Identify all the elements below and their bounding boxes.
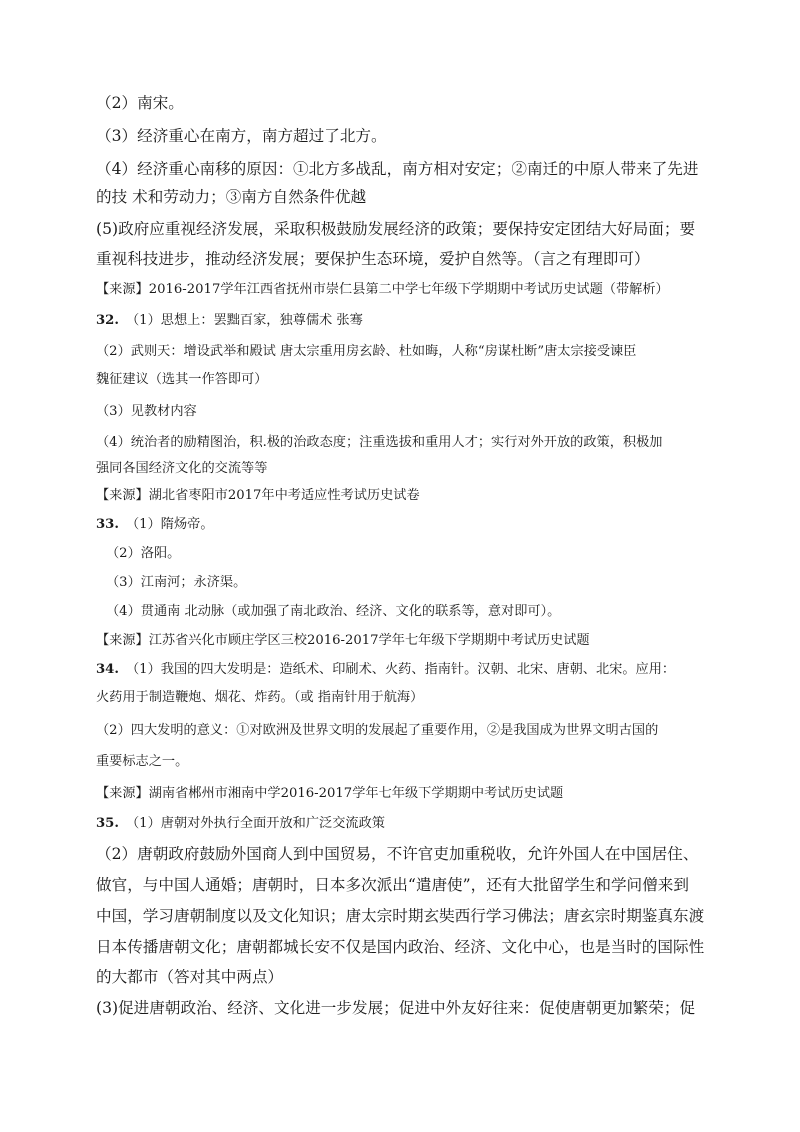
answer-line: 强同各国经济文化的交流等等 [96, 461, 268, 476]
source-line: 【来源】湖北省枣阳市2017年中考适应性考试历史试卷 [96, 488, 420, 503]
source-line: 【来源】2016-2017学年江西省抚州市崇仁县第二中学七年级下学期期中考试历史试题（带解析） [96, 282, 669, 297]
answer-line: （1）隋炀帝。 [126, 517, 214, 532]
answer-line: （4）经济重心南移的原因：①北方多战乱，南方相对安定；②南迁的中原人带来了先进 [96, 160, 699, 178]
answer-line: 中国，学习唐朝制度以及文化知识；唐太宗时期玄奘西行学习佛法；唐玄宗时期鉴真东渡 [96, 907, 705, 925]
answer-line: （2）南宋。 [96, 94, 184, 112]
answer-line: （2）唐朝政府鼓励外国商人到中国贸易，不许官吏加重税收，允许外国人在中国居住、 [96, 845, 699, 863]
source-line: 【来源】江苏省兴化市顾庄学区三校2016-2017学年七年级下学期期中考试历史试题 [96, 633, 590, 648]
answer-line: 魏征建议（选其一作答即可） [96, 372, 268, 387]
source-line: 【来源】湖南省郴州市湘南中学2016-2017学年七年级下学期期中考试历史试题 [96, 786, 564, 801]
question-number: 32. [96, 313, 119, 328]
answer-line: （1）唐朝对外执行全面开放和广泛交流政策 [126, 816, 385, 831]
answer-line: （3）见教材内容 [96, 404, 197, 419]
answer-line: （3）江南河；永济渠。 [106, 575, 247, 590]
answer-line: 日本传播唐朝文化；唐朝都城长安不仅是国内政治、经济、文化中心，也是当时的国际性 [96, 938, 705, 956]
answer-line: （2）武则天：增设武举和殿试 唐太宗重用房玄龄、杜如晦，人称“房谋杜断”唐太宗接受谏臣 [96, 344, 637, 359]
answer-line: （1）思想上：罢黜百家，独尊儒术 张骞 [126, 313, 363, 328]
question-number: 35. [96, 816, 119, 831]
answer-line: （4）统治者的励精图治，积.极的治政态度；注重选拔和重用人才；实行对外开放的政策，积极加 [96, 435, 663, 450]
answer-line: （2）洛阳。 [106, 546, 181, 561]
answer-line: (3)促进唐朝政治、经济、文化进一步发展；促进中外友好往来：促使唐朝更加繁荣；促 [96, 999, 696, 1017]
answer-line: 重要标志之一。 [96, 754, 189, 769]
answer-line: (5)政府应重视经济发展，采取积极鼓励发展经济的政策；要保持安定团结大好局面；要 [96, 220, 696, 238]
answer-line: 重视科技进步，推动经济发展；要保护生态环境，爱护自然等。（言之有理即可） [96, 250, 650, 268]
answer-line: 做官，与中国人通婚；唐朝时，日本多次派出“遣唐使”，还有大批留学生和学问僧来到 [96, 876, 689, 894]
answer-line: 火药用于制造鞭炮、烟花、炸药。（或 指南针用于航海） [96, 690, 424, 705]
answer-line: （1）我国的四大发明是：造纸术、印刷术、火药、指南针。汉朝、北宋、唐朝、北宋。应用： [126, 662, 676, 677]
answer-line: （4）贯通南 北动脉（或加强了南北政治、经济、文化的联系等，意对即可）。 [106, 604, 561, 619]
answer-line: 的大都市（答对其中两点） [96, 968, 284, 986]
answer-line: （3）经济重心在南方，南方超过了北方。 [96, 127, 387, 145]
answer-line: 的技 术和劳动力；③南方自然条件优越 [96, 188, 367, 206]
answer-line: （2）四大发明的意义：①对欧洲及世界文明的发展起了重要作用，②是我国成为世界文明古国的 [96, 723, 659, 738]
question-number: 33. [96, 517, 119, 532]
question-number: 34. [96, 662, 119, 677]
